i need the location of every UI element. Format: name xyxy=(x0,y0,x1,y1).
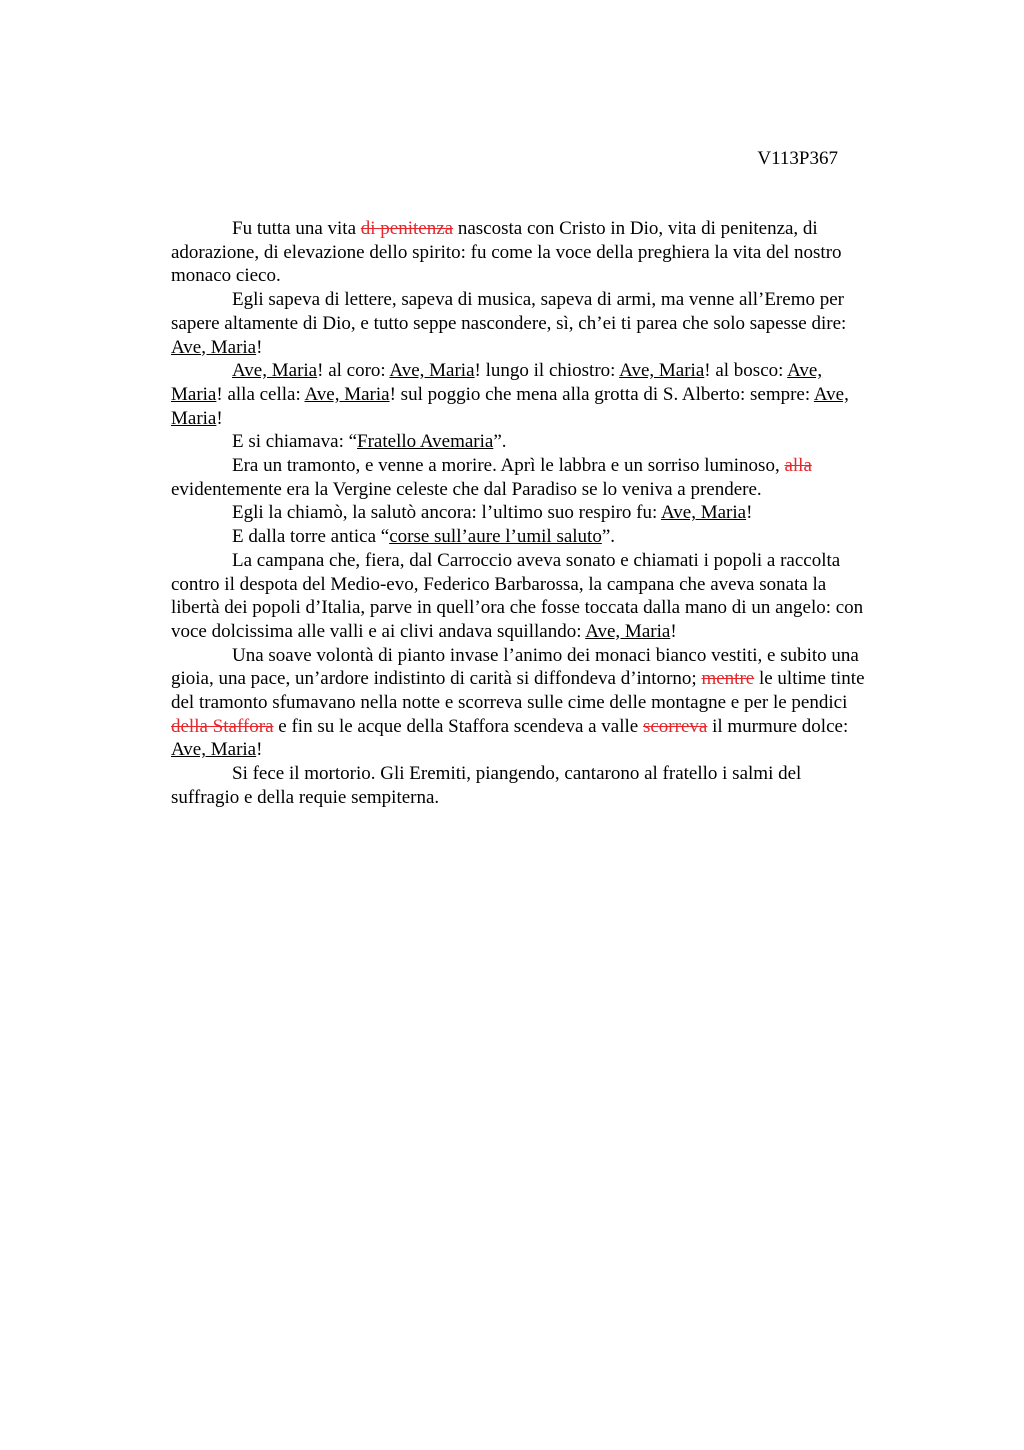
text-run: ! al bosco: xyxy=(704,360,788,382)
text-line xyxy=(171,762,931,786)
text-run: ! alla cella: xyxy=(216,383,305,405)
text-run: ! xyxy=(256,739,263,761)
text-line xyxy=(110,715,931,739)
deleted-text: di penitenza xyxy=(360,218,454,239)
text-line xyxy=(171,525,931,549)
underlined-text: corse sull’aure l’umil saluto xyxy=(389,526,602,548)
paragraph xyxy=(171,549,931,644)
text-run: ! xyxy=(746,502,753,524)
text-run: E si chiamava: “ xyxy=(232,431,358,453)
text-line xyxy=(110,264,931,288)
underlined-text: Maria xyxy=(171,407,217,429)
text-run: sapere altamente di Dio, e tutto seppe nascondere, sì, ch’ei ti parea che solo sapesse dire: xyxy=(171,312,847,334)
paragraph xyxy=(171,454,931,501)
text-run: gioia, una pace, un’ardore indistinto di carità si diffondeva d’intorno; xyxy=(171,668,702,690)
text-line xyxy=(110,312,931,336)
text-run: ! sul poggio che mena alla grotta di S. Alberto: sempre: xyxy=(389,383,814,405)
deleted-text: scorreva xyxy=(642,715,708,737)
text-line xyxy=(171,454,931,478)
text-line xyxy=(171,549,931,573)
text-run: Egli sapeva di lettere, sapeva di musica, sapeva di armi, ma venne all’Eremo per xyxy=(232,289,844,311)
text-run: evidentemente era la Vergine celeste che dal Paradiso se lo veniva a prendere. xyxy=(171,478,762,500)
text-line xyxy=(110,620,931,644)
paragraph xyxy=(171,525,931,549)
underlined-text: Fratello Avemaria xyxy=(357,431,494,453)
underlined-text: Ave, Maria xyxy=(171,739,257,761)
text-run: La campana che, fiera, dal Carroccio aveva sonato e chiamati i popoli a raccolta xyxy=(232,549,841,571)
text-run: ”. xyxy=(601,526,616,548)
underlined-text: Ave, Maria xyxy=(304,383,390,405)
text-line xyxy=(110,596,931,620)
text-run: Era un tramonto, e venne a morire. Aprì le labbra e un sorriso luminoso, xyxy=(232,455,785,477)
text-run: il murmure dolce: xyxy=(707,715,849,737)
text-line xyxy=(110,573,931,597)
text-run: adorazione, di elevazione dello spirito: fu come la voce della preghiera la vita del nostro xyxy=(171,241,842,263)
text-line xyxy=(110,478,931,502)
text-line xyxy=(110,691,931,715)
deleted-text: alla xyxy=(784,455,812,477)
text-run: E dalla torre antica “ xyxy=(232,526,390,548)
text-run: suffragio e della requie sempiterna. xyxy=(171,786,440,808)
text-line xyxy=(171,430,931,454)
page-identifier: V113P367 xyxy=(757,148,838,169)
text-line xyxy=(110,738,931,762)
text-line xyxy=(110,407,931,431)
paragraph xyxy=(171,288,931,359)
text-run: Fu tutta una vita xyxy=(232,218,361,239)
text-run: del tramonto sfumavano nella notte e scorreva sulle cime delle montagne e per le pendici xyxy=(171,692,848,714)
document-body xyxy=(171,217,931,810)
text-line xyxy=(110,667,931,691)
paragraph xyxy=(171,501,931,525)
paragraph xyxy=(171,359,931,430)
deleted-text: della Staffora xyxy=(171,715,274,737)
text-run: ”. xyxy=(493,431,507,453)
paragraph xyxy=(171,217,931,288)
text-run: ! xyxy=(670,620,677,642)
text-run: contro il despota del Medio-evo, Federico Barbarossa, la campana che aveva sonata la xyxy=(171,573,827,595)
deleted-text: mentre xyxy=(701,668,755,690)
underlined-text: Maria xyxy=(171,383,217,405)
paragraph xyxy=(171,644,931,763)
underlined-text: Ave, Maria xyxy=(660,502,747,524)
paragraph xyxy=(171,762,931,809)
underlined-text: Ave, Maria xyxy=(232,360,318,382)
text-run: ! lungo il chiostro: xyxy=(474,360,620,382)
text-run: ! xyxy=(216,407,223,429)
text-run: e fin su le acque della Staffora scendeva a valle xyxy=(273,715,643,737)
text-run: voce dolcissima alle valli e ai clivi andava squillando: xyxy=(171,620,586,642)
text-run: Si fece il mortorio. Gli Eremiti, piangendo, cantarono al fratello i salmi del xyxy=(232,763,802,785)
text-run: Egli la chiamò, la salutò ancora: l’ultimo suo respiro fu: xyxy=(232,502,661,524)
text-line xyxy=(171,644,931,668)
text-run: le ultime tinte xyxy=(754,668,865,690)
text-line xyxy=(110,383,931,407)
text-run: ! al coro: xyxy=(317,360,390,382)
text-run: ! xyxy=(256,336,263,358)
text-run: monaco cieco. xyxy=(171,265,281,287)
underlined-text: Ave, xyxy=(813,383,849,405)
underlined-text: Ave, xyxy=(787,360,823,382)
underlined-text: Ave, Maria xyxy=(585,620,671,642)
underlined-text: Ave, Maria xyxy=(619,360,705,382)
text-run: Una soave volontà di pianto invase l’animo dei monaci bianco vestiti, e subito una xyxy=(232,644,859,666)
text-run: nascosta con Cristo in Dio, vita di penitenza, di xyxy=(453,218,818,239)
text-line xyxy=(110,241,931,265)
text-line xyxy=(171,288,931,312)
text-line xyxy=(171,217,931,241)
text-run: libertà dei popoli d’Italia, parve in quell’ora che fosse toccata dalla mano di un angelo: con xyxy=(171,597,864,619)
text-line xyxy=(110,786,931,810)
text-line xyxy=(110,336,931,360)
text-line xyxy=(171,359,931,383)
paragraph xyxy=(171,430,931,454)
underlined-text: Ave, Maria xyxy=(171,336,257,358)
text-line xyxy=(171,501,931,525)
underlined-text: Ave, Maria xyxy=(389,360,475,382)
